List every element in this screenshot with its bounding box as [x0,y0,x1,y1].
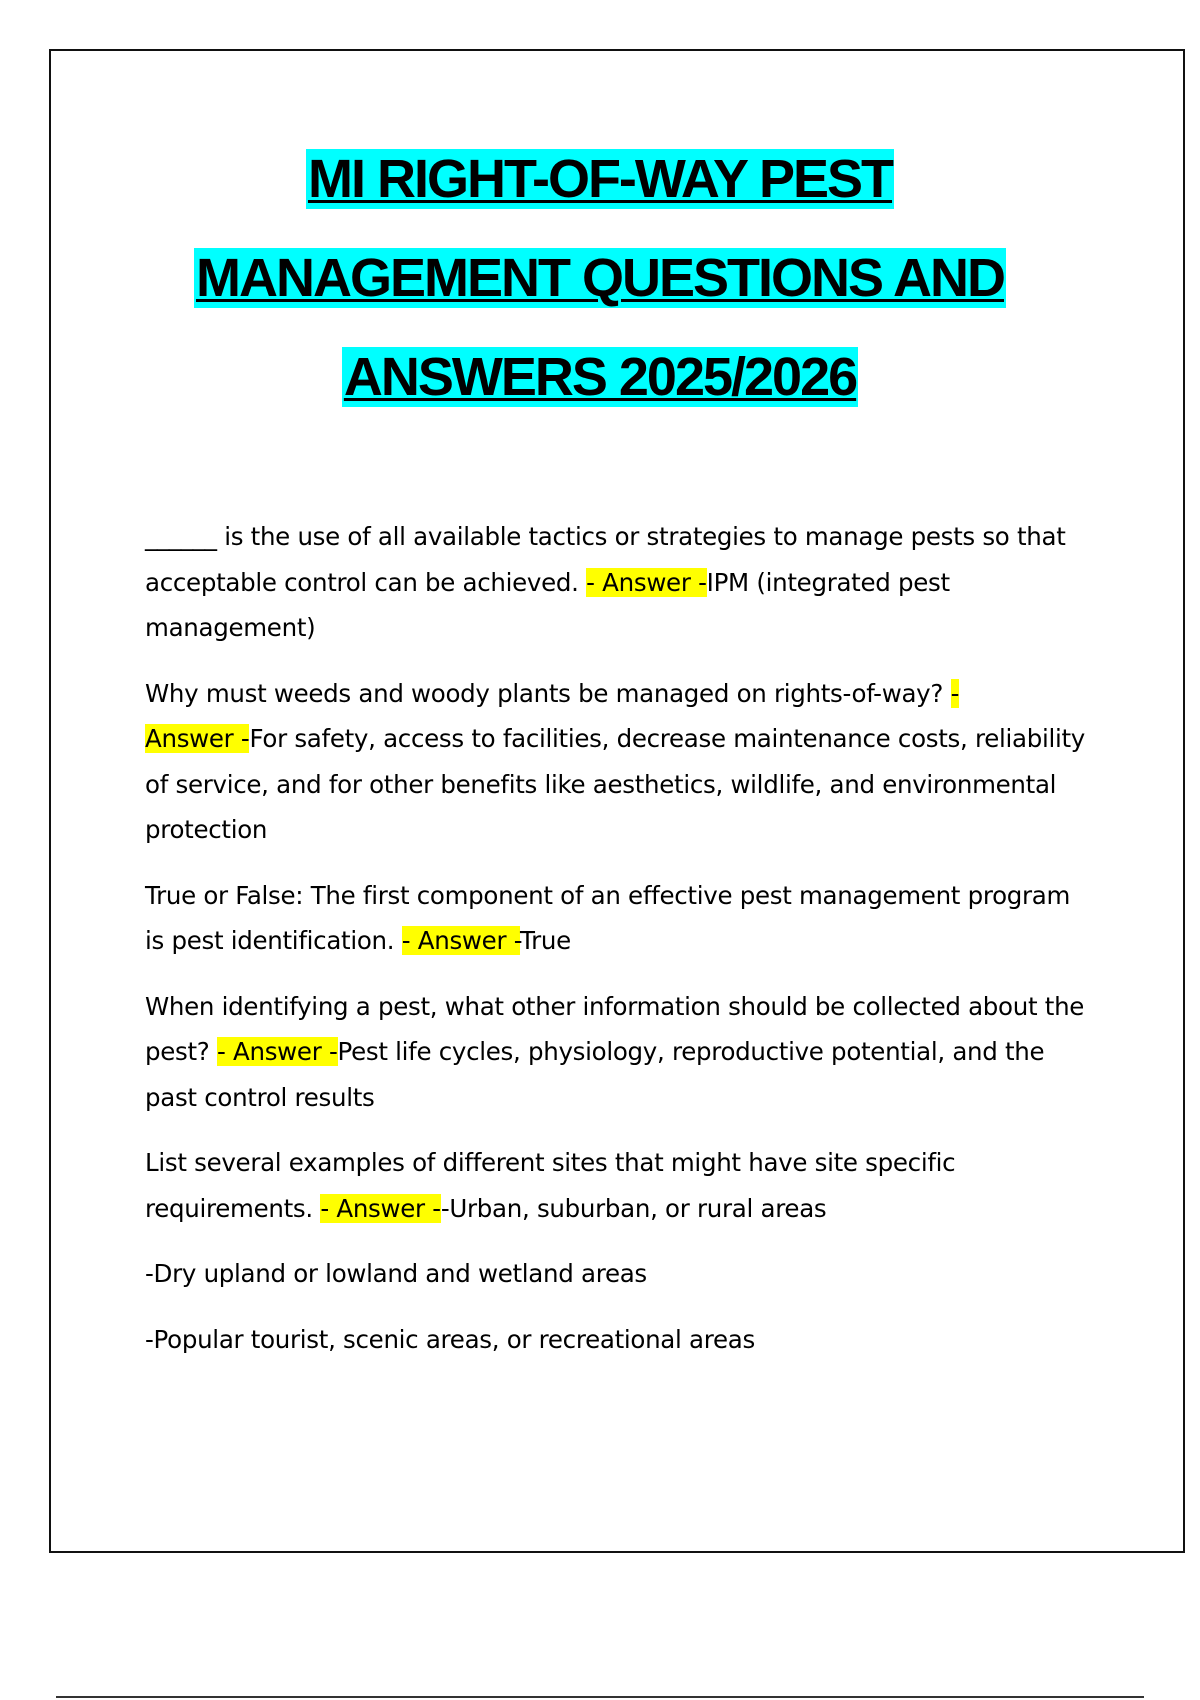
answer-marker: - Answer - [217,1037,338,1066]
answer-text: Pest life cycles, physiology, reproductive potential, and the past control results [145,1037,1045,1112]
answer-text: For safety, access to facilities, decrease maintenance costs, reliability of service, and for other benefits like aesthetics, wildlife, and environmental protection [145,724,1085,844]
qa-item-1 [145,514,1095,651]
document-title [0,130,1200,427]
qa-item-2 [145,671,1095,853]
question-text: True or False: The first component of an effective pest management program is pest identification. [145,880,1071,955]
qa-item-4 [145,984,1095,1121]
qa-item-3 [145,873,1095,964]
answer-marker: - Answer - [586,567,707,597]
continuation-line-2: -Popular tourist, scenic areas, or recreational areas [145,1324,755,1354]
question-text: Why must weeds and woody plants be managed on rights-of-way? [145,678,951,708]
question-text: List several examples of different sites that might have site specific requirements. [145,1148,956,1223]
answer-text: True [520,926,571,955]
answer-marker: - Answer - [401,926,520,955]
title-line-1: MI RIGHT-OF-WAY PEST [307,149,893,209]
title-line-3: ANSWERS 2025/2026 [343,347,857,407]
question-text: When identifying a pest, what other information should be collected about the pest? [145,991,1085,1066]
title-line-2: MANAGEMENT QUESTIONS AND [195,248,1004,308]
answer-text: IPM (integrated pest management) [145,567,950,642]
qa-list [145,514,1095,1382]
qa-item-5 [145,1140,1095,1231]
question-text: ______ is the use of all available tactics or strategies to manage pests so that acceptable control can be achieved. [145,522,1066,597]
answer-marker: - Answer - [320,1193,441,1223]
answer-marker-part-1: - [950,678,960,708]
page-bottom-divider [56,1696,1144,1698]
continuation-line-1: -Dry upland or lowland and wetland areas [145,1259,647,1288]
answer-text: -Urban, suburban, or rural areas [440,1193,827,1223]
answer-marker-part-2: Answer - [145,724,250,753]
